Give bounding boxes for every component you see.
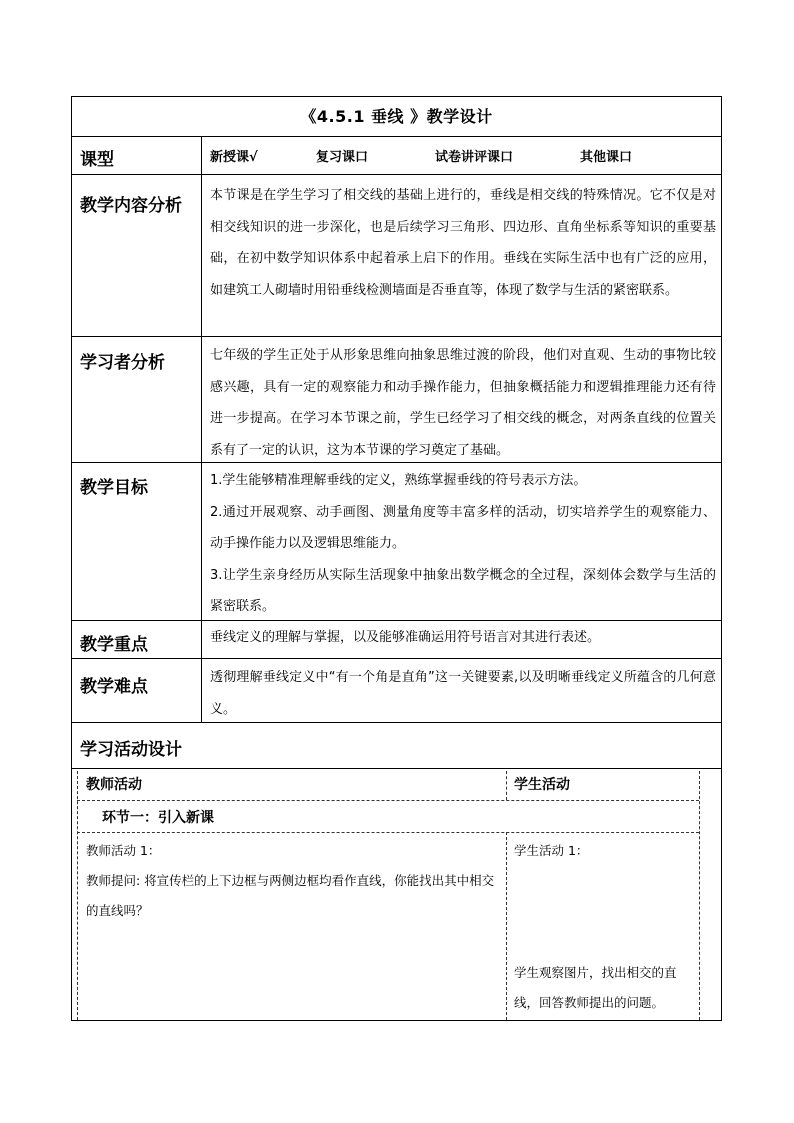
teacher-activity-text: 教师提问: 将宣传栏的上下边框与两侧边框均看作直线，你能找出其中相交的直线吗？ — [86, 873, 495, 918]
student-activity-text: 学生观察图片，找出相交的直线，回答教师提出的问题。 — [514, 965, 677, 1010]
activity-column-divider — [506, 832, 507, 1020]
objective-item: 1.学生能够精准理解垂线的定义，熟练掌握垂线的符号表示方法。 — [210, 473, 587, 488]
objectives-list — [210, 465, 716, 623]
activity-section-bottom — [77, 832, 699, 833]
column-divider — [201, 136, 202, 722]
student-activity-header: 学生活动 — [514, 777, 570, 793]
course-type-option-new: 新授课√ — [210, 150, 258, 165]
difficulties-label: 教学难点 — [80, 677, 148, 697]
objective-item: 2.通过开展观察、动手画图、测量角度等丰富多样的活动，切实培养学生的观察能力、动手操作能力以及逻辑思维能力。 — [210, 504, 716, 551]
row-divider — [71, 136, 722, 137]
row-divider — [71, 174, 722, 175]
course-type-option-other: 其他课口 — [580, 150, 633, 165]
difficulties-text: 透彻理解垂线定义中“有一个角是直角”这一关键要素,以及明晰垂线定义所蕴含的几何意义。 — [210, 670, 716, 717]
row-divider — [71, 336, 722, 337]
key-points-label: 教学重点 — [80, 635, 148, 655]
objectives-label: 教学目标 — [80, 478, 148, 498]
key-points-text: 垂线定义的理解与掌握，以及能够准确运用符号语言对其进行表述。 — [210, 630, 601, 645]
content-analysis-text: 本节课是在学生学习了相交线的基础上进行的，垂线是相交线的特殊情况。它不仅是对相交线知识的进一步深化，也是后续学习三角形、四边形、直角坐标系等知识的重要基础，在初中数学知识体系中起着承上启下的作用。垂线在实际生活中也有广泛的应用，如建筑工人砌墙时用铅垂线检测墙面是否垂直等，体现了数学与生活的紧密联系。 — [210, 188, 716, 298]
document-title: 《4.5.1 垂线 》教学设计 — [300, 107, 493, 126]
activity-header-bottom — [77, 800, 699, 801]
row-divider — [71, 658, 722, 659]
activity-design-label: 学习活动设计 — [80, 740, 182, 760]
section-title: 环节一：引入新课 — [102, 810, 214, 826]
table-top-border — [71, 96, 722, 97]
teacher-activity-header: 教师活动 — [86, 777, 142, 793]
learner-analysis-label: 学习者分析 — [80, 353, 165, 373]
teacher-activity-title: 教师活动 1： — [86, 843, 161, 858]
activity-table-left-edge — [77, 771, 78, 1020]
course-type-option-review: 复习课口 — [316, 150, 369, 165]
course-type-label: 课型 — [80, 150, 114, 170]
objective-item: 3.让学生亲身经历从实际生活现象中抽象出数学概念的全过程，深刻体会数学与生活的紧密联系。 — [210, 567, 716, 614]
activity-table-right-edge — [699, 771, 700, 1020]
row-divider — [71, 768, 722, 769]
content-analysis-label: 教学内容分析 — [80, 196, 182, 216]
course-type-option-exam-review: 试卷讲评课口 — [435, 150, 514, 165]
student-activity-title: 学生活动 1： — [514, 843, 589, 858]
activity-header-divider — [506, 771, 507, 800]
learner-analysis-text: 七年级的学生正处于从形象思维向抽象思维过渡的阶段，他们对直观、生动的事物比较感兴趣，具有一定的观察能力和动手操作能力，但抽象概括能力和逻辑推理能力还有待进一步提高。在学习本节课之前，学生已经学习了相交线的概念，对两条直线的位置关系有了一定的认识，这为本节课的学习奠定了基础。 — [210, 348, 716, 458]
table-bottom-border — [71, 1020, 722, 1021]
